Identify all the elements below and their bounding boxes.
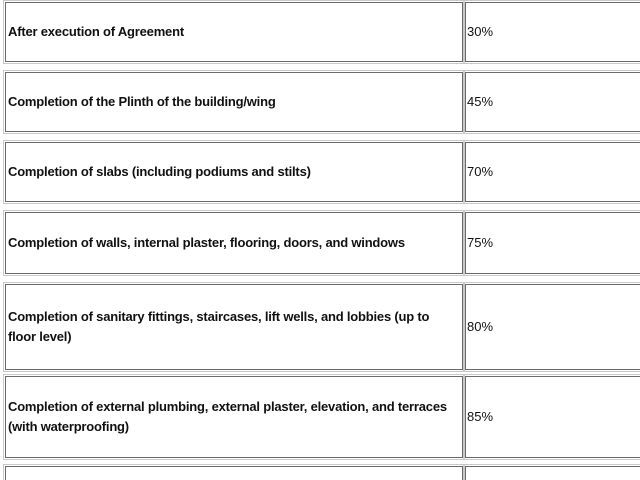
percentage-cell bbox=[465, 212, 640, 274]
stage-text: Completion of the Plinth of the building/wing bbox=[8, 94, 276, 109]
percentage-text: 75% bbox=[467, 235, 494, 250]
percentage-cell bbox=[465, 284, 640, 370]
percentage-cell bbox=[465, 376, 640, 458]
stage-text: Completion of walls, internal plaster, flooring, doors, and windows bbox=[8, 235, 405, 250]
stage-text: After execution of Agreement bbox=[8, 24, 184, 39]
percentage-cell bbox=[465, 142, 640, 202]
percentage-text: 45% bbox=[467, 94, 494, 109]
stage-text: Completion of external plumbing, external plaster, elevation, and terraces (with waterproofing) bbox=[8, 399, 447, 434]
stage-cell bbox=[5, 466, 463, 480]
stage-text: Completion of slabs (including podiums and stilts) bbox=[8, 164, 311, 179]
percentage-text: 80% bbox=[467, 319, 494, 334]
percentage-text: 70% bbox=[467, 164, 494, 179]
stage-cell bbox=[5, 72, 463, 132]
stage-cell bbox=[5, 212, 463, 274]
percentage-cell bbox=[465, 466, 640, 480]
stage-cell bbox=[5, 142, 463, 202]
stage-text: Completion of sanitary fittings, staircases, lift wells, and lobbies (up to floor level) bbox=[8, 309, 430, 344]
stage-cell bbox=[5, 284, 463, 370]
percentage-text: 30% bbox=[467, 24, 494, 39]
percentage-cell bbox=[465, 2, 640, 62]
percentage-text: 85% bbox=[467, 409, 494, 424]
percentage-cell bbox=[465, 72, 640, 132]
stage-cell bbox=[5, 2, 463, 62]
stage-cell bbox=[5, 376, 463, 458]
